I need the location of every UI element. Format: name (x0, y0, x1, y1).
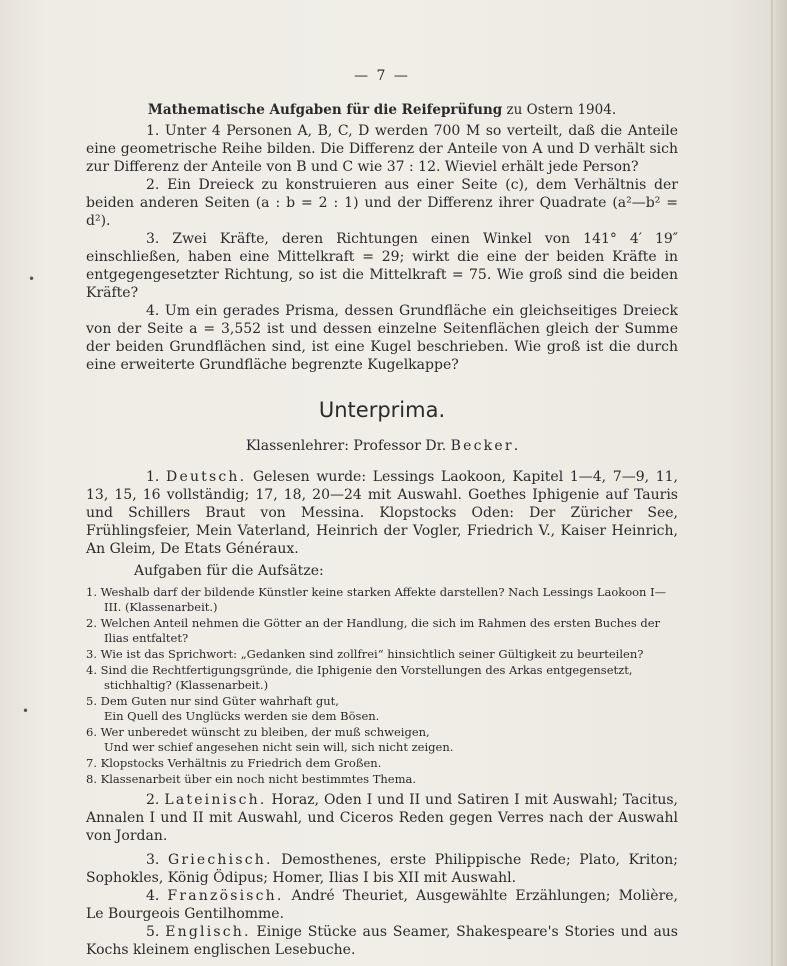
subject-text: Einige Stücke aus Seamer, Shakespeare's Stories und aus Kochs kleinem englischen Lesebuche. (86, 924, 678, 958)
item-number: 3. (86, 647, 97, 661)
list-item (86, 772, 678, 787)
item-text: Dem Guten nur sind Güter wahrhaft gut, (100, 694, 339, 708)
subject-label: Deutsch. (166, 469, 247, 485)
page-content (86, 68, 678, 959)
subject-number: 4. (146, 888, 160, 904)
item-text: Weshalb darf der bildende Künstler keine starken Affekte darstellen? Nach Lessings Laokoon I—III. (Klassenarbeit.) (100, 585, 667, 614)
list-item (86, 725, 678, 755)
item-text: Wer unberedet wünscht zu bleiben, der muß schweigen, (100, 725, 430, 739)
item-text: Klassenarbeit über ein noch nicht bestimmtes Thema. (100, 772, 417, 786)
subject-number: 1. (146, 469, 160, 485)
math-problem-2: 2. Ein Dreieck zu konstruieren aus einer Seite (c), dem Verhältnis der beiden anderen Seiten (a : b = 2 : 1) und der Differenz ihrer Quadrate (a²—b² = d²). (86, 177, 678, 229)
item-text: Sind die Rechtfertigungsgründe, die Iphigenie den Vorstellungen des Arkas entgegensetzt, stichhaltig? (Klassenarbeit.) (100, 663, 633, 692)
math-heading-bold: Mathematische Aufgaben für die Reifeprüfung (147, 102, 503, 118)
subject-number: 5. (146, 924, 160, 940)
math-problem-4: 4. Um ein gerades Prisma, dessen Grundfläche ein gleichseitiges Dreieck von der Seite a = 3,552 ist und dessen einzelne Seitenflächen gleich der Summe der beiden Grundflächen sind, ist eine Kugel beschrieben. Wie groß ist die durch eine erweiterte Grundfläche begrenzte Kugelkappe? (86, 303, 678, 373)
item-number: 2. (86, 616, 97, 630)
subject-number: 2. (146, 792, 160, 808)
subject-text: Demosthenes, erste Philippische Rede; Plato, Kriton; Sophokles, König Ödipus; Homer, Ilias I bis XII mit Auswahl. (86, 852, 679, 886)
item-text-continued: Und wer schief angesehen nicht sein will, sich nicht zeigen. (104, 740, 454, 754)
margin-mark: • (28, 272, 36, 286)
item-text-continued: Ein Quell des Unglücks werden sie dem Bösen. (104, 709, 380, 723)
item-text: Welchen Anteil nehmen die Götter an der Handlung, die sich im Rahmen des ersten Buches der Ilias entfaltet? (100, 616, 661, 645)
item-number: 5. (86, 694, 97, 708)
section-title: Unterprima. (318, 398, 446, 422)
math-heading-rest: zu Ostern 1904. (502, 102, 617, 118)
item-number: 4. (86, 663, 97, 677)
class-teacher (86, 438, 678, 454)
subject-franzoesisch (86, 887, 678, 923)
margin-mark: • (22, 704, 30, 718)
item-number: 6. (86, 725, 97, 739)
list-item (86, 585, 678, 615)
teacher-name: Becker (450, 438, 514, 454)
subject-label: Lateinisch. (164, 792, 267, 808)
math-heading (86, 102, 678, 118)
item-text: Klopstocks Verhältnis zu Friedrich dem Großen. (100, 756, 382, 770)
item-text: Wie ist das Sprichwort: „Gedanken sind zollfrei“ hinsichtlich seiner Gültigkeit zu beurteilen? (100, 647, 644, 661)
list-item (86, 647, 678, 662)
item-number: 8. (86, 772, 97, 786)
subject-label: Englisch. (165, 924, 251, 940)
teacher-suffix: . (513, 438, 519, 454)
math-problem-1: 1. Unter 4 Personen A, B, C, D werden 700 M so verteilt, daß die Anteile eine geometrische Reihe bilden. Die Differenz der Anteile von A und D verhält sich zur Differenz der Anteile von B und C wie 37 : 12. Wieviel erhält jede Person? (86, 123, 678, 175)
item-number: 7. (86, 756, 97, 770)
page-number: — 7 — (354, 68, 410, 84)
page-fold-line (771, 0, 773, 966)
essay-topics-list (86, 585, 678, 787)
subject-text: André Theuriet, Ausgewählte Erzählungen; Molière, Le Bourgeois Gentilhomme. (86, 888, 678, 922)
subject-latein (86, 791, 678, 845)
subject-text: Gelesen wurde: Lessings Laokoon, Kapitel 1—4, 7—9, 11, 13, 15, 16 vollständig; 17, 18, 20—24 mit Auswahl. Goethes Iphigenie auf Tauris und Schillers Braut von Messina. Klopstocks Oden: Der Züricher See, Frühlingsfeier, Mein Vaterland, Heinrich der Vogler, Friedrich V., Kaiser Heinrich, An Gleim, De Etats Généraux. (86, 469, 679, 557)
subject-deutsch (86, 468, 678, 558)
essay-topics-label: Aufgaben für die Aufsätze: (134, 563, 324, 579)
subject-number: 3. (146, 852, 160, 868)
list-item (86, 663, 678, 693)
subject-griechisch (86, 851, 678, 887)
list-item (86, 756, 678, 771)
subject-label: Französisch. (167, 888, 284, 904)
subject-englisch (86, 923, 678, 959)
subject-text: Horaz, Oden I und II und Satiren I mit Auswahl; Tacitus, Annalen I und II mit Auswahl, und Ciceros Reden gegen Verres nach der Auswahl von Jordan. (86, 792, 678, 844)
page-edge (775, 0, 787, 966)
item-number: 1. (86, 585, 97, 599)
list-item (86, 616, 678, 646)
teacher-prefix: Klassenlehrer: Professor Dr. (245, 438, 451, 454)
subject-label: Griechisch. (167, 852, 273, 868)
math-problem-3: 3. Zwei Kräfte, deren Richtungen einen Winkel von 141° 4′ 19″ einschließen, haben eine Mittelkraft = 29; wirkt die eine der beiden Kräfte in entgegengesetzter Richtung, so ist die Mittelkraft = 75. Wie groß sind die beiden Kräfte? (86, 231, 678, 301)
list-item (86, 694, 678, 724)
